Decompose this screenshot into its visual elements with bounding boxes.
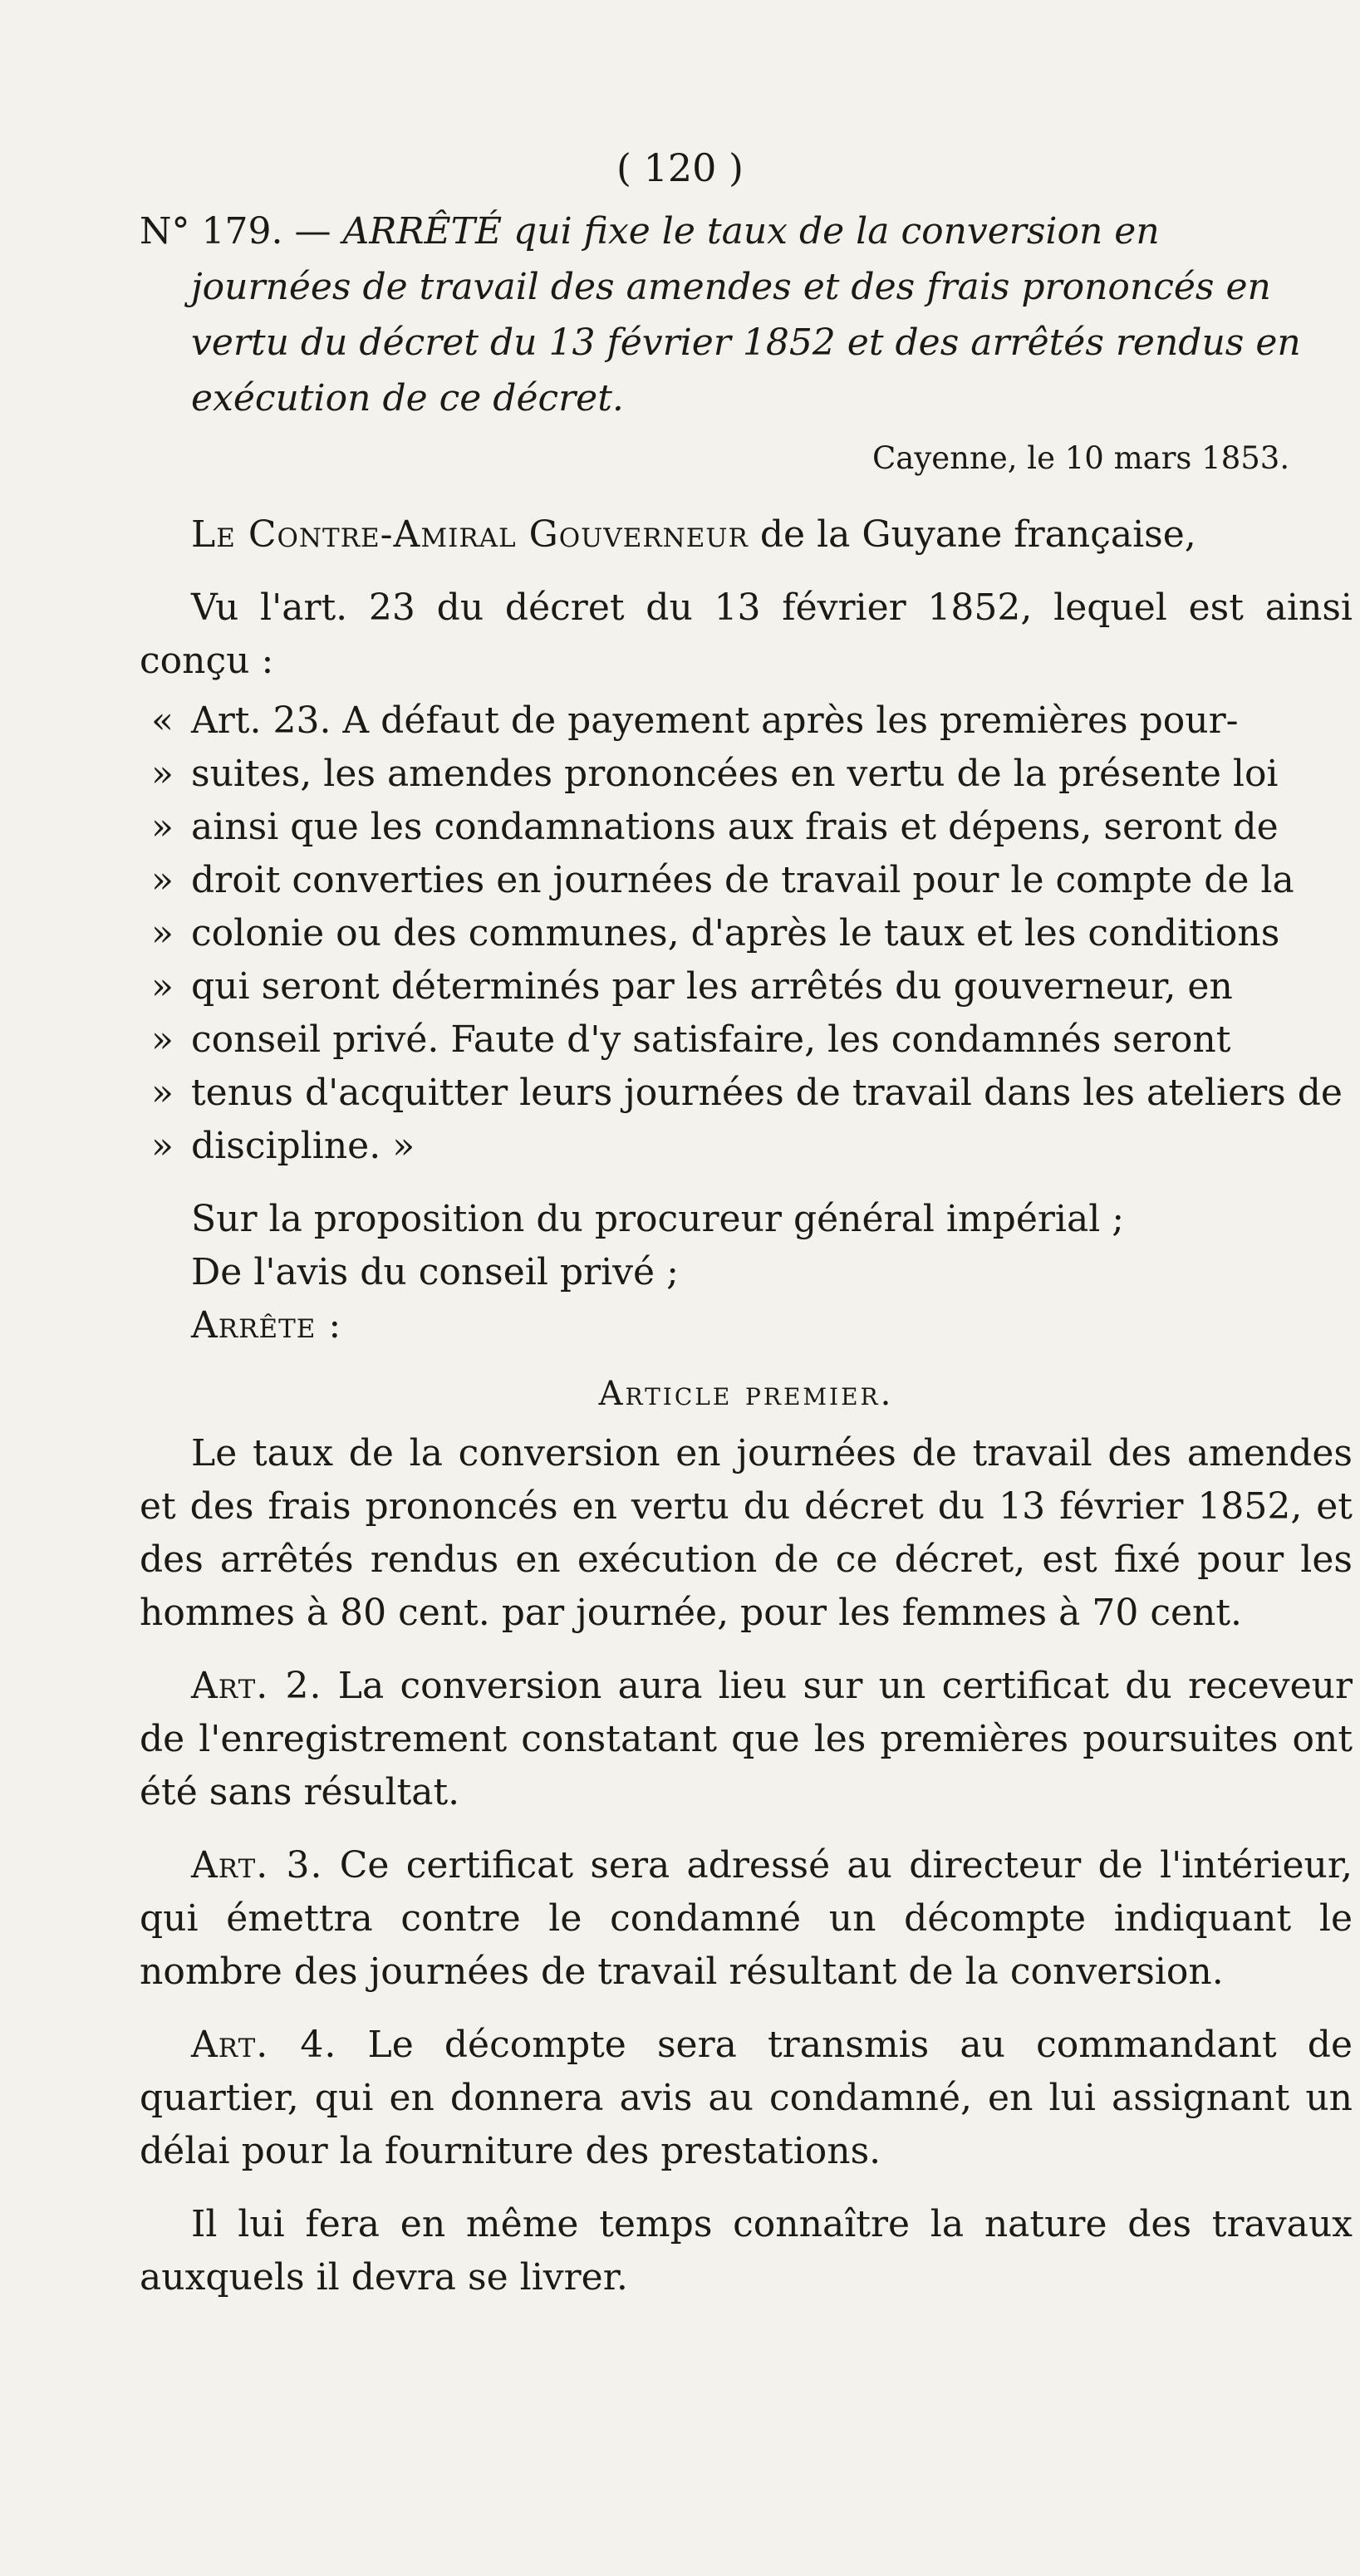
governor-title: Le Contre-Amiral Gouverneur xyxy=(191,513,749,556)
page-number: ( 120 ) xyxy=(616,145,744,190)
quote-text: colonie ou des communes, d'après le taux et les conditions xyxy=(191,912,1280,954)
article-text: Le décompte sera transmis au commandant de quartier, qui en donnera avis au condamné, en lui assignant un délai pour la fourniture des prestations. xyxy=(140,2024,1353,2172)
quote-mark: » xyxy=(151,912,174,954)
governor-line xyxy=(140,508,1353,562)
quote-line xyxy=(140,1120,1353,1173)
dateline: Cayenne, le 10 mars 1853. xyxy=(872,440,1290,476)
article-label: Art. 2. xyxy=(191,1665,322,1707)
quote-text: suites, les amendes prononcées en vertu de la présente loi xyxy=(191,753,1279,795)
quote-text: Art. 23. A défaut de payement après les premières pour- xyxy=(191,699,1239,742)
quote-line xyxy=(140,748,1353,801)
article-3 xyxy=(140,1839,1353,1999)
quote-text: tenus d'acquitter leurs journées de travail dans les ateliers de xyxy=(191,1072,1343,1114)
quote-line xyxy=(140,854,1353,907)
arrete-text: Arrête : xyxy=(191,1304,342,1347)
quote-text: discipline. » xyxy=(191,1125,415,1167)
article-label: Art. 4. xyxy=(191,2024,337,2066)
final-paragraph: Il lui fera en même temps connaître la nature des travaux auxquels il devra se livrer. xyxy=(140,2203,1353,2299)
article-2 xyxy=(140,1660,1353,1819)
article-premier-text: Le taux de la conversion en journées de travail des amendes et des frais prononcés en vertu du décret du 13 février 1852, et des arrêtés rendus en exécution de ce décret, est fixé pour les hommes à 80 cent. par journée, pour les femmes à 70 cent. xyxy=(140,1432,1353,1634)
quoted-article xyxy=(140,694,1353,1173)
article-4 xyxy=(140,2019,1353,2178)
article-premier-heading: Article premier. xyxy=(598,1375,894,1413)
quote-text: ainsi que les condamnations aux frais et dépens, seront de xyxy=(191,806,1279,848)
quote-mark: » xyxy=(151,753,174,795)
quote-mark: » xyxy=(151,1072,174,1114)
quote-mark: » xyxy=(151,1125,174,1167)
quote-mark: » xyxy=(151,806,174,848)
council-opinion-paragraph: De l'avis du conseil privé ; xyxy=(191,1251,679,1293)
decree-title-rest: journées de travail des amendes et des frais prononcés en vertu du décret du 13 février 1852 et des arrêtés rendus en exécution de ce décret. xyxy=(191,266,1301,420)
arrete-label xyxy=(140,1299,1353,1352)
vu-article-paragraph: Vu l'art. 23 du décret du 13 février 1852, lequel est ainsi conçu : xyxy=(140,586,1353,682)
article-label: Art. 3. xyxy=(191,1844,323,1887)
quote-text: conseil privé. Faute d'y satisfaire, les condamnés seront xyxy=(191,1018,1231,1061)
quote-line xyxy=(140,1067,1353,1120)
document-body xyxy=(140,508,1353,2304)
quote-line xyxy=(140,907,1353,960)
proposal-paragraph: Sur la proposition du procureur général impérial ; xyxy=(191,1198,1125,1240)
decree-title-line1: ARRÊTÉ qui fixe le taux de la conversion en xyxy=(342,210,1160,253)
quote-line xyxy=(140,960,1353,1013)
quote-line xyxy=(140,694,1353,748)
quote-mark: » xyxy=(151,859,174,901)
quote-line xyxy=(140,1013,1353,1067)
decree-number: N° 179. — xyxy=(140,210,331,253)
quote-text: droit converties en journées de travail pour le compte de la xyxy=(191,859,1294,901)
quote-mark: » xyxy=(151,1018,174,1061)
decree-heading xyxy=(140,204,1353,426)
quote-line xyxy=(140,801,1353,854)
quote-mark: » xyxy=(151,965,174,1008)
governor-rest: de la Guyane française, xyxy=(748,513,1196,556)
article-text: La conversion aura lieu sur un certificat du receveur de l'enregistrement constatant que les premières poursuites ont été sans résultat. xyxy=(140,1665,1353,1813)
quote-mark: « xyxy=(151,699,174,742)
quote-text: qui seront déterminés par les arrêtés du gouverneur, en xyxy=(191,965,1233,1008)
article-text: Ce certificat sera adressé au directeur de l'intérieur, qui émettra contre le condamné un décompte indiquant le nombre des journées de travail résultant de la conversion. xyxy=(140,1844,1353,1993)
